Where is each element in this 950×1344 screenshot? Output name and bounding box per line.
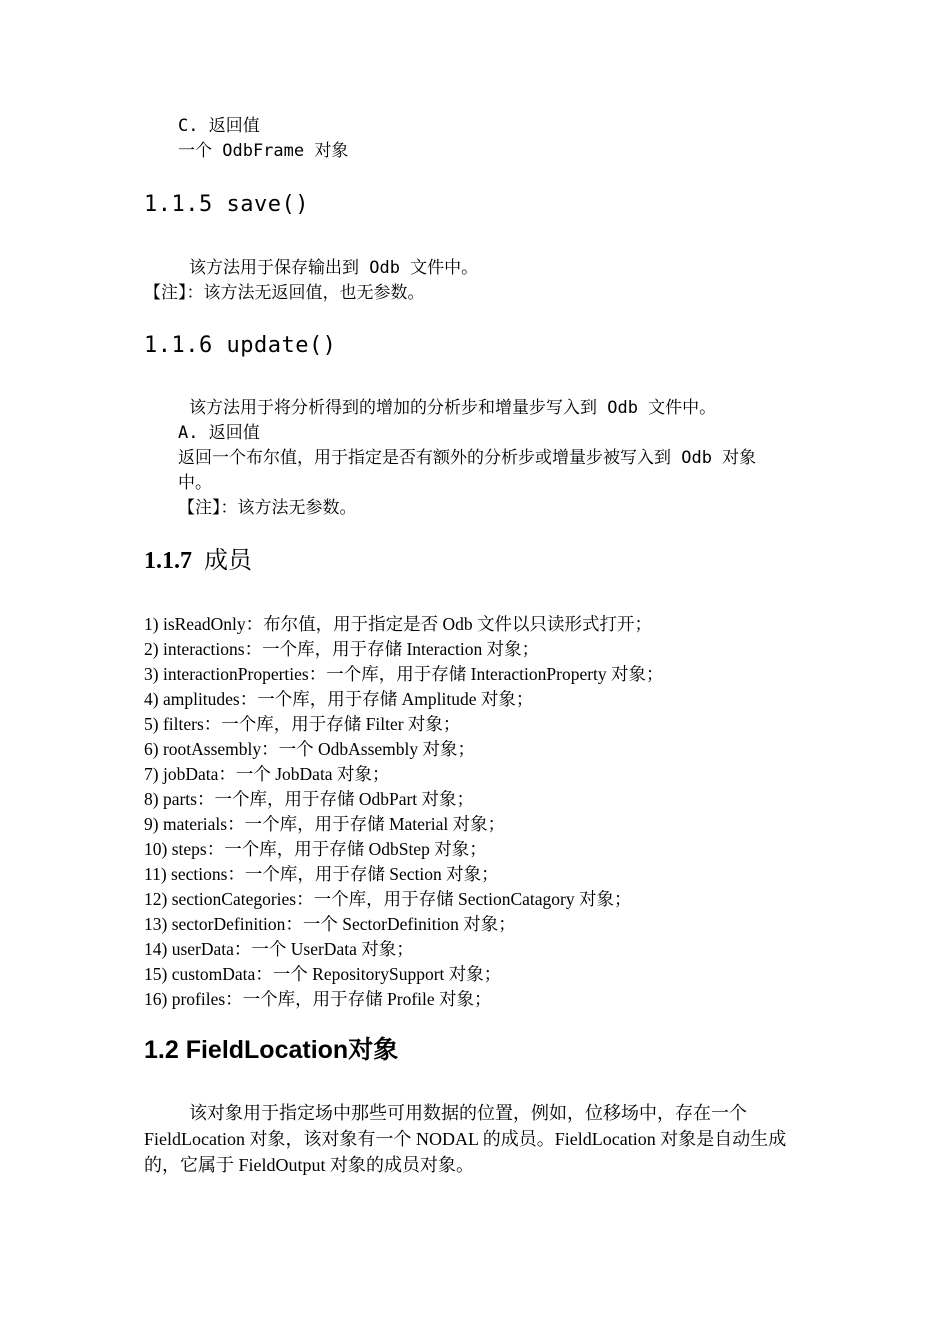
return-value-text: 一个 OdbFrame 对象: [178, 141, 349, 161]
fieldlocation-paragraph: 该对象用于指定场中那些可用数据的位置，例如，位移场中，存在一个 FieldLocation 对象，该对象有一个 NODAL 的成员。FieldLocation 对象是自动生成的，它属于 FieldOutput 对象的成员对象。: [144, 1103, 787, 1175]
section-heading-members: [144, 546, 252, 576]
list-item: 2) interactions：一个库，用于存储 Interaction 对象；: [144, 639, 540, 659]
list-item: 7) jobData：一个 JobData 对象；: [144, 764, 390, 784]
section-heading-save: 1.1.5 save(): [144, 192, 309, 217]
list-item: 8) parts：一个库，用于存储 OdbPart 对象；: [144, 789, 475, 809]
list-item: 3) interactionProperties：一个库，用于存储 InteractionProperty 对象；: [144, 664, 664, 684]
section-title: 成员: [204, 548, 252, 574]
list-item: 5) filters：一个库，用于存储 Filter 对象；: [144, 714, 461, 734]
list-item: 4) amplitudes：一个库，用于存储 Amplitude 对象；: [144, 689, 534, 709]
update-return-text: 返回一个布尔值，用于指定是否有额外的分析步或增量步被写入到 Odb 对象: [178, 448, 757, 468]
list-item: 10) steps：一个库，用于存储 OdbStep 对象；: [144, 839, 487, 859]
list-item: 14) userData：一个 UserData 对象；: [144, 939, 414, 959]
list-item: 16) profiles：一个库，用于存储 Profile 对象；: [144, 989, 492, 1009]
list-item: 13) sectorDefinition：一个 SectorDefinition 对象；: [144, 914, 516, 934]
members-list: [144, 612, 664, 1012]
list-item: 12) sectionCategories：一个库，用于存储 SectionCatagory 对象；: [144, 889, 632, 909]
section-heading-fieldlocation: 1.2 FieldLocation对象: [144, 1036, 399, 1064]
list-item: 1) isReadOnly：布尔值，用于指定是否 Odb 文件以只读形式打开；: [144, 614, 652, 634]
return-value-heading-a: A. 返回值: [178, 423, 260, 443]
list-item: 9) materials：一个库，用于存储 Material 对象；: [144, 814, 506, 834]
save-description: 该方法用于保存输出到 Odb 文件中。: [189, 258, 479, 278]
return-value-heading-c: C. 返回值: [178, 116, 260, 136]
list-item: 11) sections：一个库，用于存储 Section 对象；: [144, 864, 499, 884]
save-note: 【注】：该方法无返回值，也无参数。: [144, 283, 425, 303]
update-return-text-cont: 中。: [178, 473, 212, 493]
list-item: 6) rootAssembly：一个 OdbAssembly 对象；: [144, 739, 476, 759]
list-item: 15) customData：一个 RepositorySupport 对象；: [144, 964, 502, 984]
section-heading-update: 1.1.6 update(): [144, 333, 337, 358]
update-note: 【注】：该方法无参数。: [178, 498, 357, 518]
update-description: 该方法用于将分析得到的增加的分析步和增量步写入到 Odb 文件中。: [189, 398, 717, 418]
section-number: 1.1.7: [144, 548, 192, 574]
